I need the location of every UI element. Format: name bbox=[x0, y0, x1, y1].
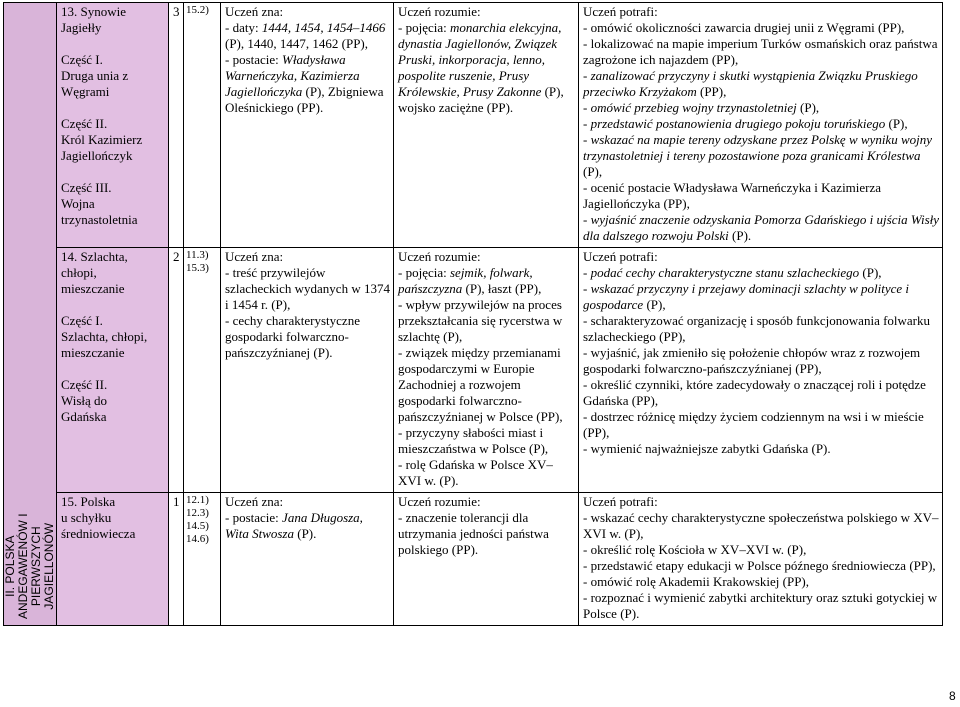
text-run: - określić czynniki, które zadecydowały o znaczącej roli i potędze Gdańska (PP), bbox=[583, 377, 926, 408]
can-heading: Uczeń potrafi: bbox=[583, 4, 658, 19]
spacer bbox=[61, 297, 165, 313]
understands-item bbox=[398, 345, 575, 425]
text-run: - postacie: bbox=[225, 510, 283, 525]
topic-line: Wisłą do bbox=[61, 393, 108, 408]
curriculum-ref: 12.3) bbox=[186, 507, 209, 519]
can-item bbox=[583, 265, 939, 281]
curriculum-ref-cell bbox=[184, 493, 221, 626]
spacer bbox=[61, 36, 165, 52]
topic-line: 13. Synowie bbox=[61, 4, 126, 19]
text-run: - rolę Gdańska w Polsce XV–XVI w. (P). bbox=[398, 457, 553, 488]
text-run: - wyjaśnić znaczenie odzyskania Pomorza Gdańskiego i ujścia Wisły dla dalszego rozwoju Polski bbox=[583, 212, 940, 243]
topic-line: Część I. bbox=[61, 313, 103, 328]
text-run: monarchia elekcyjna, dynastia Jagiellonów, Związek Pruski, inkorporacja, lenno, pospolite ruszenie, Prusy Królewskie, Prusy Zakonne bbox=[398, 20, 562, 99]
understands-heading: Uczeń rozumie: bbox=[398, 4, 481, 19]
can-item bbox=[583, 590, 939, 622]
text-run: - wymienić najważniejsze zabytki Gdańska (P). bbox=[583, 441, 831, 456]
text-run: - wpływ przywilejów na proces przekształcania się rycerstwa w szlachtę (P), bbox=[398, 297, 563, 344]
text-run: - lokalizować na mapie imperium Turków osmańskich oraz państwa zagrożone ich najazdem (PP), bbox=[583, 36, 938, 67]
text-run: (P), bbox=[885, 116, 908, 131]
text-run: (P), łaszt (PP), bbox=[462, 281, 542, 296]
text-run: - wskazać cechy charakterystyczne społeczeństwa polskiego w XV–XVI w. (P), bbox=[583, 510, 939, 541]
knows-item bbox=[225, 20, 390, 52]
understands-heading: Uczeń rozumie: bbox=[398, 494, 481, 509]
text-run: (P), bbox=[643, 297, 666, 312]
spacer bbox=[61, 164, 165, 180]
topic-line: Gdańska bbox=[61, 409, 107, 424]
page-number: 8 bbox=[949, 689, 956, 703]
curriculum-ref-cell bbox=[184, 3, 221, 248]
text-run: (P), 1440, 1447, 1462 (PP), bbox=[225, 36, 369, 51]
text-run: 1444, 1454, 1454–1466 bbox=[261, 20, 386, 35]
text-run: - pojęcia: bbox=[398, 265, 450, 280]
curriculum-ref: 15.2) bbox=[186, 4, 209, 16]
text-run: - przedstawić etapy edukacji w Polsce późnego średniowiecza (PP), bbox=[583, 558, 936, 573]
text-run: - przyczyny słabości miast i mieszczaństwa w Polsce (P), bbox=[398, 425, 549, 456]
section-label-line: ANDEGAWENÓW I bbox=[16, 513, 30, 619]
text-run: (P), bbox=[859, 265, 882, 280]
text-run: Władysława Warneńczyka, Kazimierza Jagiellończyka bbox=[225, 52, 360, 99]
text-run: (P), bbox=[583, 164, 603, 179]
text-run: - cechy charakterystyczne gospodarki folwarczno-pańszczyźnianej (P). bbox=[225, 313, 360, 360]
text-run: (P), wojsko zaciężne (PP). bbox=[398, 84, 564, 115]
section-label-line: PIERWSZYCH bbox=[29, 526, 43, 607]
understands-item bbox=[398, 297, 575, 345]
text-run: (PP), bbox=[696, 84, 727, 99]
can-item bbox=[583, 377, 939, 409]
topic-line: mieszczanie bbox=[61, 281, 125, 296]
text-run: - pojęcia: bbox=[398, 20, 450, 35]
topic-line: Jagiellończyk bbox=[61, 148, 133, 163]
curriculum-table bbox=[3, 2, 943, 626]
topic-line: mieszczanie bbox=[61, 345, 125, 360]
curriculum-ref: 14.6) bbox=[186, 533, 209, 545]
text-run: sejmik, folwark, pańszczyzna bbox=[398, 265, 533, 296]
topic-line: Część II. bbox=[61, 377, 108, 392]
topic-line: Jagiełły bbox=[61, 20, 102, 35]
topic-line: Węgrami bbox=[61, 84, 110, 99]
topic-line: Część II. bbox=[61, 116, 108, 131]
can-item bbox=[583, 100, 939, 116]
can-item bbox=[583, 345, 939, 377]
can-item bbox=[583, 558, 939, 574]
knows-cell bbox=[221, 493, 394, 626]
can-item bbox=[583, 116, 939, 132]
table-row bbox=[4, 493, 943, 626]
text-run: - wskazać przyczyny i przejawy dominacji szlachty w polityce i gospodarce bbox=[583, 281, 910, 312]
spacer bbox=[61, 361, 165, 377]
can-item bbox=[583, 281, 939, 313]
can-heading: Uczeń potrafi: bbox=[583, 494, 658, 509]
can-item bbox=[583, 441, 939, 457]
topic-line: Wojna bbox=[61, 196, 95, 211]
table-row bbox=[4, 3, 943, 248]
topic-line: u schyłku bbox=[61, 510, 112, 525]
can-item bbox=[583, 510, 939, 542]
topic-line: Druga unia z bbox=[61, 68, 129, 83]
understands-cell bbox=[394, 493, 579, 626]
text-run: - znaczenie tolerancji dla utrzymania jedności państwa polskiego (PP). bbox=[398, 510, 549, 557]
can-item bbox=[583, 542, 939, 558]
topic-line: Szlachta, chłopi, bbox=[61, 329, 148, 344]
spacer bbox=[61, 100, 165, 116]
can-item bbox=[583, 20, 939, 36]
text-run: - daty: bbox=[225, 20, 262, 35]
text-run: - określić rolę Kościoła w XV–XVI w. (P), bbox=[583, 542, 807, 557]
topic-cell bbox=[57, 248, 169, 493]
text-run: (P), bbox=[796, 100, 820, 115]
understands-item bbox=[398, 265, 575, 297]
can-item bbox=[583, 409, 939, 441]
topic-line: 15. Polska bbox=[61, 494, 116, 509]
text-run: - ocenić postacie Władysława Warneńczyka i Kazimierza Jagiellończyka (PP), bbox=[583, 180, 882, 211]
can-heading: Uczeń potrafi: bbox=[583, 249, 658, 264]
understands-cell bbox=[394, 3, 579, 248]
text-run: - dostrzec różnicę między życiem codziennym na wsi i w mieście (PP), bbox=[583, 409, 924, 440]
text-run: Jana Długosza, Wita Stwosza bbox=[225, 510, 363, 541]
hours-cell: 1 bbox=[169, 493, 184, 626]
curriculum-ref: 11.3) bbox=[186, 249, 209, 261]
topic-line: Część III. bbox=[61, 180, 112, 195]
topic-cell bbox=[57, 3, 169, 248]
text-run: - przedstawić postanowienia drugiego pokoju toruńskiego bbox=[583, 116, 886, 131]
text-run: - scharakteryzować organizację i sposób funkcjonowania folwarku szlacheckiego (PP), bbox=[583, 313, 931, 344]
curriculum-ref-cell bbox=[184, 248, 221, 493]
topic-line: 14. Szlachta, bbox=[61, 249, 128, 264]
topic-line: Król Kazimierz bbox=[61, 132, 143, 147]
can-item bbox=[583, 574, 939, 590]
text-run: - wyjaśnić, jak zmieniło się położenie chłopów wraz z rozwojem gospodarki folwarczno-pańszczyźnianej (PP), bbox=[583, 345, 921, 376]
knows-item bbox=[225, 265, 390, 313]
text-run: - omówić okoliczności zawarcia drugiej unii z Węgrami (PP), bbox=[583, 20, 905, 35]
hours-cell: 2 bbox=[169, 248, 184, 493]
text-run: - omówić rolę Akademii Krakowskiej (PP), bbox=[583, 574, 810, 589]
can-item bbox=[583, 132, 939, 180]
topic-line: trzynastoletnia bbox=[61, 212, 138, 227]
knows-item bbox=[225, 52, 390, 116]
curriculum-ref: 12.1) bbox=[186, 494, 209, 506]
can-item bbox=[583, 36, 939, 68]
section-label-line: JAGIELLONÓW bbox=[42, 522, 56, 610]
understands-heading: Uczeń rozumie: bbox=[398, 249, 481, 264]
knows-heading: Uczeń zna: bbox=[225, 4, 284, 19]
text-run: (P). bbox=[294, 526, 317, 541]
text-run: (P), Zbigniewa Oleśnickiego (PP). bbox=[225, 84, 384, 115]
section-label-line: II. POLSKA bbox=[3, 535, 17, 597]
can-cell bbox=[579, 493, 943, 626]
understands-cell bbox=[394, 248, 579, 493]
knows-cell bbox=[221, 3, 394, 248]
text-run: - postacie: bbox=[225, 52, 283, 67]
understands-item bbox=[398, 425, 575, 457]
hours-cell: 3 bbox=[169, 3, 184, 248]
can-item bbox=[583, 68, 939, 100]
section-label bbox=[4, 3, 56, 625]
knows-heading: Uczeń zna: bbox=[225, 249, 284, 264]
text-run: - podać cechy charakterystyczne stanu szlacheckiego bbox=[583, 265, 860, 280]
section-label-cell bbox=[4, 3, 57, 626]
topic-line: Część I. bbox=[61, 52, 103, 67]
topic-line: średniowiecza bbox=[61, 526, 136, 541]
topic-line: chłopi, bbox=[61, 265, 97, 280]
text-run: - rozpoznać i wymienić zabytki architektury oraz sztuki gotyckiej w Polsce (P). bbox=[583, 590, 938, 621]
knows-item bbox=[225, 510, 390, 542]
text-run: - wskazać na mapie tereny odzyskane przez Polskę w wyniku wojny trzynastoletniej i tereny pozostawione poza granicami Królestwa bbox=[583, 132, 933, 163]
text-run: (P). bbox=[728, 228, 752, 243]
knows-heading: Uczeń zna: bbox=[225, 494, 284, 509]
understands-item bbox=[398, 20, 575, 116]
understands-item bbox=[398, 457, 575, 489]
curriculum-ref: 15.3) bbox=[186, 262, 209, 274]
topic-cell bbox=[57, 493, 169, 626]
can-item bbox=[583, 313, 939, 345]
text-run: - związek między przemianami gospodarczymi w Europie Zachodniej a rozwojem gospodarki folwarczno-pańszczyźnianej w Polsce (PP), bbox=[398, 345, 563, 424]
can-cell bbox=[579, 3, 943, 248]
can-item bbox=[583, 212, 939, 244]
knows-item bbox=[225, 313, 390, 361]
knows-cell bbox=[221, 248, 394, 493]
can-item bbox=[583, 180, 939, 212]
can-cell bbox=[579, 248, 943, 493]
understands-item bbox=[398, 510, 575, 558]
curriculum-ref: 14.5) bbox=[186, 520, 209, 532]
text-run: - zanalizować przyczyny i skutki wystąpienia Związku Pruskiego przeciwko Krzyżakom bbox=[583, 68, 918, 99]
text-run: - omówić przebieg wojny trzynastoletniej bbox=[583, 100, 797, 115]
text-run: - treść przywilejów szlacheckich wydanych w 1374 i 1454 r. (P), bbox=[225, 265, 390, 312]
table-row bbox=[4, 248, 943, 493]
